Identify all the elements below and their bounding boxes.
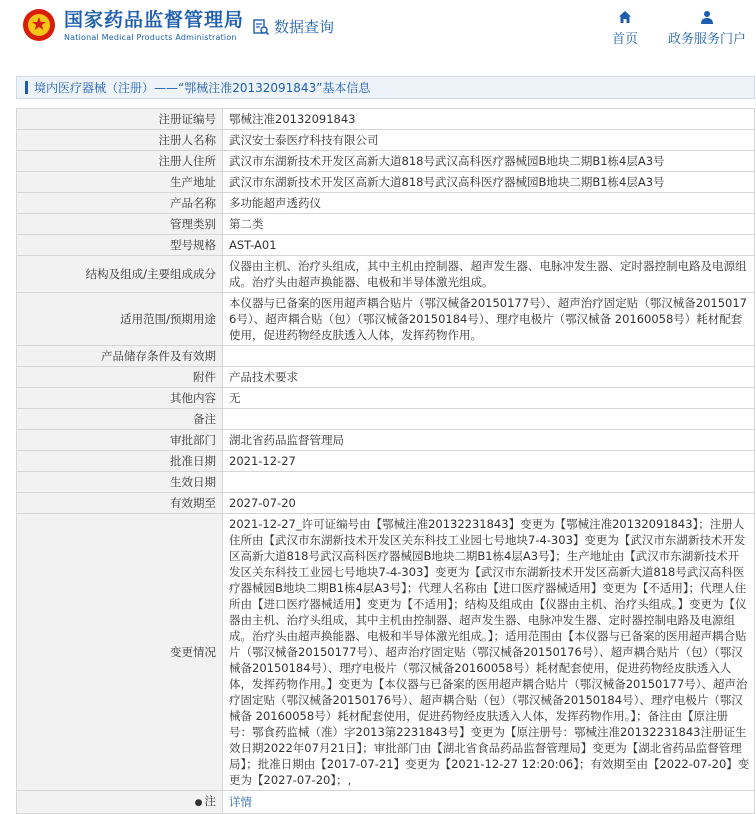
- field-label: 注册人名称: [17, 130, 223, 151]
- table-row: [17, 151, 755, 172]
- detail-table: [16, 108, 755, 814]
- field-value: AST-A01: [223, 235, 755, 256]
- table-row: [17, 193, 755, 214]
- table-row: [17, 130, 755, 151]
- field-label: 审批部门: [17, 430, 223, 451]
- table-row: [17, 346, 755, 367]
- field-value: 2021-12-27_许可证编号由【鄂械注准20132231843】变更为【鄂械注准20132091843】；注册人住所由【武汉市东湖新技术开发区关东科技工业园七号地块7-4-303】变更为【武汉市东湖新技术开发区高新大道818号武汉高科医疗器械园B地块二期B1栋4层A3号】；生产地址由【武汉市东湖新技术开发区关东科技工业园七号地块7-4-303】变更为【武汉市东湖新技术开发区高新大道818号武汉高科医疗器械园B地块二期B1栋4层A3号】；代理人名称由【进口医疗器械适用】变更为【不适用】；代理人住所由【进口医疗器械适用】变更为【不适用】；结构及组成由【仪器由主机、治疗头组成。】变更为【仪器由主机、治疗头组成，其中主机由控制器、超声发生器、电脉冲发生器、定时器控制电路及电源组成。治疗头由超声换能器、电极和半导体激光组成。】；适用范围由【本仪器与已备案的医用超声耦合贴片（鄂汉械备20150177号）、超声治疗固定贴（鄂汉械备20150176号）、超声耦合贴片（包）（鄂汉械备20150184号）、理疗电极片（鄂汉械备20160058号）耗材配套使用，促进药物经皮肤透入人体，发挥药物作用。】变更为【本仪器与已备案的医用超声耦合贴片（鄂汉械备20150177号）、超声治疗固定贴（鄂汉械备20150176号）、超声耦合贴（包）（鄂汉械备20150184号）、理疗电极片（鄂汉械备 20160058号）耗材配套使用，促进药物经皮肤透入人体，发挥药物作用。】；备注由【原注册号：鄂食药监械（准）字2013第2231843号】变更为【原注册号：鄂械注准20132231843注册证生效日期2022年07月21日】；审批部门由【湖北省食品药品监督管理局】变更为【湖北省药品监督管理局】；批准日期由【2017-07-21】变更为【2021-12-27 12:20:06】；有效期至由【2022-07-20】变更为【2027-07-20】；,: [223, 514, 755, 791]
- table-row: [17, 293, 755, 346]
- nav-portal-label: 政务服务门户: [668, 32, 747, 47]
- field-value: 2027-07-20: [223, 493, 755, 514]
- field-value: 本仪器与已备案的医用超声耦合贴片（鄂汉械备20150177号）、超声治疗固定贴（鄂汉械备20150176号）、超声耦合贴（包）（鄂汉械备20150184号）、理疗电极片（鄂汉械备 20160058号）耗材配套使用，促进药物经皮肤透入人体，发挥药物作用。: [223, 293, 755, 346]
- field-label: 产品名称: [17, 193, 223, 214]
- field-label: 型号规格: [17, 235, 223, 256]
- table-row: [17, 493, 755, 514]
- note-label: 注: [204, 794, 216, 808]
- table-row: [17, 109, 755, 130]
- field-value: 无: [223, 388, 755, 409]
- field-value: 第二类: [223, 214, 755, 235]
- field-label: 适用范围/预期用途: [17, 293, 223, 346]
- table-row: [17, 214, 755, 235]
- title-accent-bar: [25, 81, 28, 94]
- field-label: 变更情况: [17, 514, 223, 791]
- field-value: 2021-12-27: [223, 451, 755, 472]
- field-value: 武汉市东湖新技术开发区高新大道818号武汉高科医疗器械园B地块二期B1栋4层A3号: [223, 172, 755, 193]
- details-link[interactable]: 详情: [229, 795, 252, 809]
- bullet-icon: ●: [194, 798, 203, 808]
- brand-subtitle: National Medical Products Administration: [64, 33, 237, 42]
- table-row: [17, 472, 755, 493]
- field-value: [223, 409, 755, 430]
- field-value: [223, 346, 755, 367]
- field-value: 湖北省药品监督管理局: [223, 430, 755, 451]
- site-header: [0, 0, 756, 56]
- table-row: [17, 451, 755, 472]
- field-value: 多功能超声透药仪: [223, 193, 755, 214]
- field-label: 备注: [17, 409, 223, 430]
- note-label-cell: [17, 791, 223, 814]
- table-row: [17, 430, 755, 451]
- table-row: [17, 172, 755, 193]
- table-row: [17, 367, 755, 388]
- field-label: 产品储存条件及有效期: [17, 346, 223, 367]
- user-icon: [700, 10, 714, 24]
- document-search-icon: [252, 18, 270, 36]
- field-label: 结构及组成/主要组成成分: [17, 256, 223, 293]
- field-label: 生效日期: [17, 472, 223, 493]
- field-label: 注册人住所: [17, 151, 223, 172]
- field-value: 武汉市东湖新技术开发区高新大道818号武汉高科医疗器械园B地块二期B1栋4层A3号: [223, 151, 755, 172]
- field-label: 批准日期: [17, 451, 223, 472]
- record-title: 境内医疗器械（注册）——“鄂械注准20132091843”基本信息: [34, 81, 371, 95]
- field-label: 管理类别: [17, 214, 223, 235]
- table-row: [17, 514, 755, 791]
- table-row-note: [17, 791, 755, 814]
- field-label: 附件: [17, 367, 223, 388]
- data-query-label: 数据查询: [274, 18, 335, 36]
- table-row: [17, 256, 755, 293]
- table-row: [17, 409, 755, 430]
- nav-service-portal[interactable]: [668, 10, 746, 47]
- field-value: 武汉安士泰医疗科技有限公司: [223, 130, 755, 151]
- record-title-bar: [16, 76, 755, 99]
- data-query-link[interactable]: [252, 16, 334, 37]
- field-value: 仪器由主机、治疗头组成，其中主机由控制器、超声发生器、电脉冲发生器、定时器控制电路及电源组成。治疗头由超声换能器、电极和半导体激光组成。: [223, 256, 755, 293]
- brand[interactable]: [64, 8, 244, 44]
- field-label: 生产地址: [17, 172, 223, 193]
- table-row: [17, 388, 755, 409]
- field-label: 有效期至: [17, 493, 223, 514]
- national-emblem-icon: [22, 8, 56, 42]
- field-value: 鄂械注准20132091843: [223, 109, 755, 130]
- table-row: [17, 235, 755, 256]
- brand-title: 国家药品监督管理局: [64, 9, 245, 31]
- nav-home-label: 首页: [612, 32, 639, 47]
- nav-home[interactable]: [612, 10, 638, 47]
- field-value: [223, 472, 755, 493]
- field-value: 产品技术要求: [223, 367, 755, 388]
- field-label: 注册证编号: [17, 109, 223, 130]
- field-label: 其他内容: [17, 388, 223, 409]
- note-value-cell: [223, 791, 755, 814]
- home-icon: [618, 10, 632, 24]
